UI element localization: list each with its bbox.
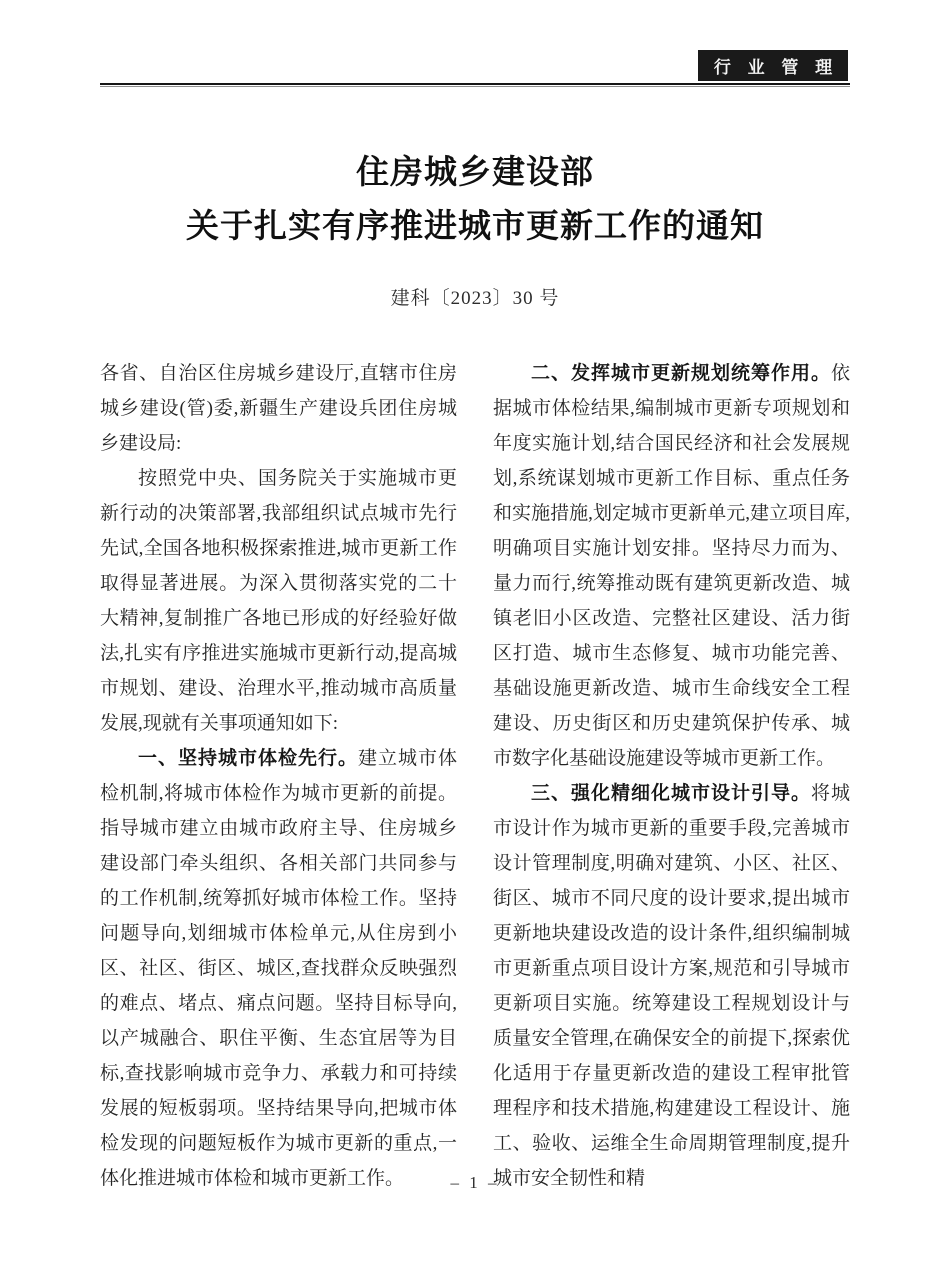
paragraph-intro (100, 461, 457, 741)
document-title (0, 146, 950, 254)
header-rule-thin (100, 86, 850, 87)
body-columns (100, 356, 850, 1196)
paragraph-section-1 (100, 741, 457, 1196)
right-column (493, 356, 850, 1196)
paragraph-text: 建立城市体检机制,将城市体检作为城市更新的前提。指导城市建立由城市政府主导、住房城乡建设部门牵头组织、各相关部门共同参与的工作机制,统筹抓好城市体检工作。坚持问题导向,划细城市体检单元,从住房到小区、社区、街区、城区,查找群众反映强烈的难点、堵点、痛点问题。坚持目标导向,以产城融合、职住平衡、生态宜居等为目标,查找影响城市竞争力、承载力和可持续发展的短板弱项。坚持结果导向,把城市体检发现的问题短板作为城市更新的重点,一体化推进城市体检和城市更新工作。 (100, 748, 457, 1189)
paragraph-text: 各省、自治区住房城乡建设厅,直辖市住房城乡建设(管)委,新疆生产建设兵团住房城乡建设局: (100, 363, 457, 454)
paragraph-text: 将城市设计作为城市更新的重要手段,完善城市设计管理制度,明确对建筑、小区、社区、街区、城市不同尺度的设计要求,提出城市更新地块建设改造的设计条件,组织编制城市更新重点项目设计方案,规范和引导城市更新项目实施。统筹建设工程规划设计与质量安全管理,在确保安全的前提下,探索优化适用于存量更新改造的建设工程审批管理程序和技术措施,构建建设工程设计、施工、验收、运维全生命周期管理制度,提升城市安全韧性和精 (493, 783, 850, 1189)
paragraph-text: 按照党中央、国务院关于实施城市更新行动的决策部署,我部组织试点城市先行先试,全国各地积极探索推进,城市更新工作取得显著进展。为深入贯彻落实党的二十大精神,复制推广各地已形成的好经验好做法,扎实有序推进实施城市更新行动,提高城市规划、建设、治理水平,推动城市高质量发展,现就有关事项通知如下: (100, 468, 457, 734)
header-rule (100, 83, 850, 87)
paragraph-addressees (100, 356, 457, 461)
section-tag-badge (698, 50, 848, 81)
section-3-heading: 三、强化精细化城市设计引导。 (531, 783, 811, 804)
title-line-1: 住房城乡建设部 (356, 155, 594, 191)
left-column (100, 356, 457, 1196)
paragraph-section-2 (493, 356, 850, 776)
paragraph-section-3 (493, 776, 850, 1196)
title-line-2: 关于扎实有序推进城市更新工作的通知 (186, 209, 764, 245)
paragraph-text: 依据城市体检结果,编制城市更新专项规划和年度实施计划,结合国民经济和社会发展规划,系统谋划城市更新工作目标、重点任务和实施措施,划定城市更新单元,建立项目库,明确项目实施计划安排。坚持尽力而为、量力而行,统筹推动既有建筑更新改造、城镇老旧小区改造、完整社区建设、活力街区打造、城市生态修复、城市功能完善、基础设施更新改造、城市生命线安全工程建设、历史街区和历史建筑保护传承、城市数字化基础设施建设等城市更新工作。 (493, 363, 850, 769)
page-number: – 1 – (450, 1173, 500, 1192)
header-rule-thick (100, 83, 850, 85)
section-2-heading: 二、发挥城市更新规划统筹作用。 (531, 363, 831, 384)
section-tag-label: 行 业 管 理 (713, 58, 839, 77)
section-1-heading: 一、坚持城市体检先行。 (138, 748, 358, 769)
doc-number: 建科〔2023〕30 号 (390, 288, 560, 309)
